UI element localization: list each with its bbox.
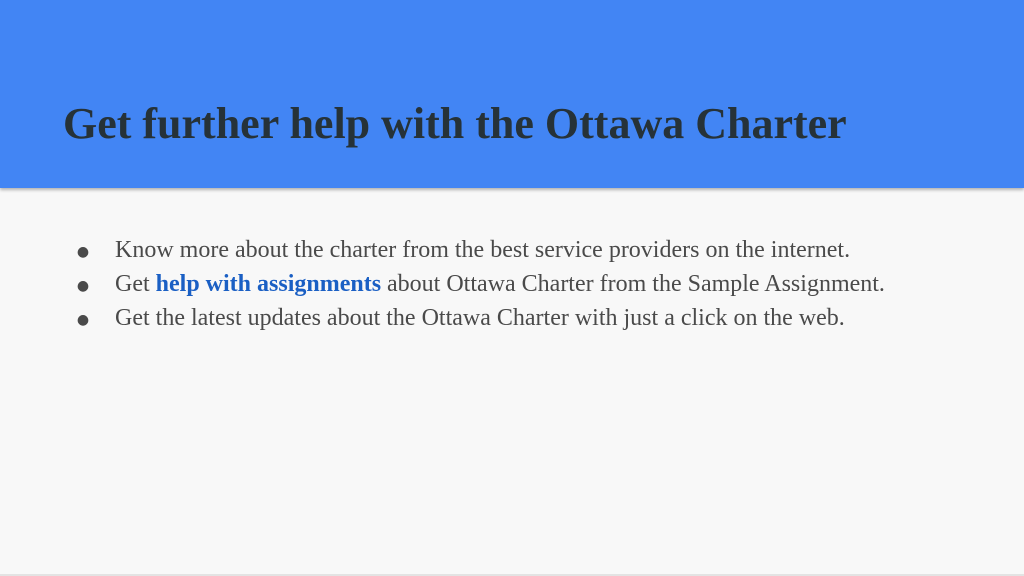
- bullet-icon: ●: [76, 244, 90, 260]
- bullet-text-prefix: Get: [115, 271, 156, 297]
- bullet-item-know-more: [72, 233, 963, 267]
- bullet-text: Know more about the charter from the best service providers on the internet.: [115, 237, 851, 263]
- bullet-icon: ●: [76, 312, 90, 328]
- title-banner: [0, 0, 1024, 188]
- bullet-item-assignment-help: [72, 267, 963, 301]
- help-with-assignments-link[interactable]: help with assignments: [155, 271, 382, 297]
- bullet-text: Get the latest updates about the Ottawa Charter with just a click on the web.: [115, 305, 845, 331]
- bullet-list: [72, 233, 963, 335]
- bullet-icon: ●: [76, 278, 90, 294]
- slide-title: Get further help with the Ottawa Charter: [63, 99, 847, 148]
- bullet-text-suffix: about Ottawa Charter from the Sample Assignment.: [381, 271, 885, 297]
- bullet-item-latest-updates: [72, 301, 963, 335]
